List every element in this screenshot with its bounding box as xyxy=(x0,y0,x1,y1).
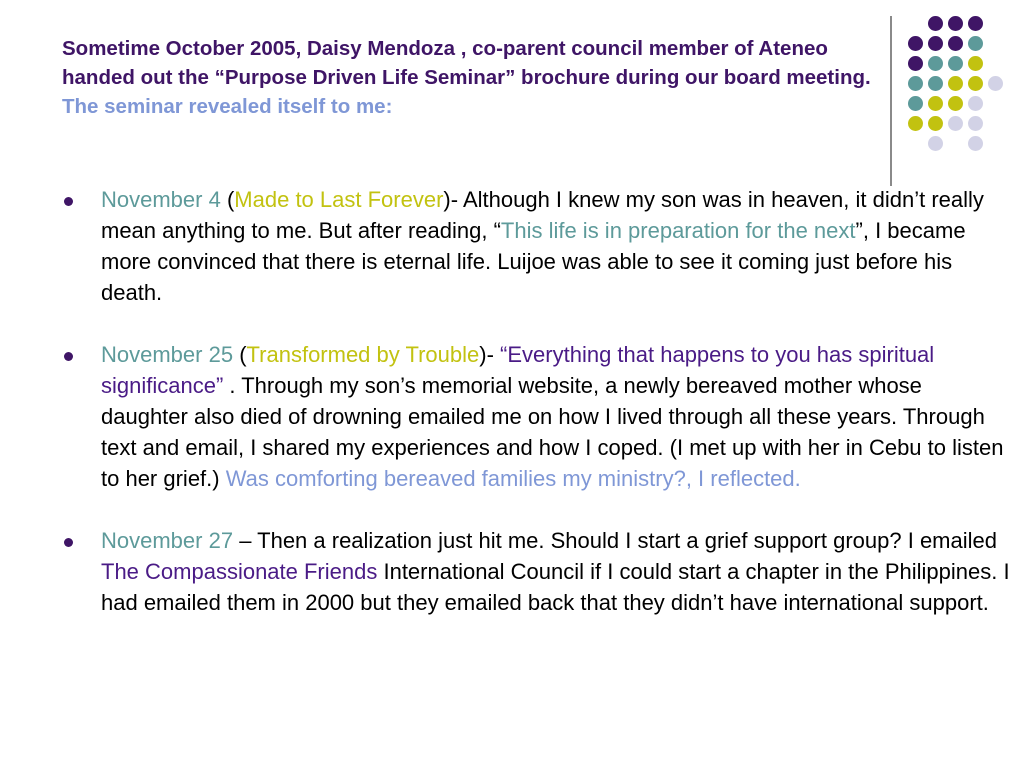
decorative-dot xyxy=(928,136,943,151)
bullet-text: )- xyxy=(479,342,501,367)
decorative-dot xyxy=(928,96,943,111)
decorative-dot xyxy=(968,76,983,91)
decorative-dot xyxy=(928,16,943,31)
bullet-text: – Then a realization just hit me. Should I start a grief support group? I emailed xyxy=(233,528,997,553)
bullet-topic: Made to Last Forever xyxy=(234,187,444,212)
bullet-quote: “Everything that happens to you has spiritual significance” xyxy=(101,342,935,398)
decorative-dot xyxy=(968,36,983,51)
decorative-dot xyxy=(968,136,983,151)
title-main-text: Sometime October 2005, Daisy Mendoza , co-parent council member of Ateneo handed out the “Purpose Driven Life Seminar” brochure during our board meeting. xyxy=(62,37,871,89)
decorative-dot xyxy=(988,76,1003,91)
decorative-dot xyxy=(908,76,923,91)
bullet-text: ”, I became more convinced that there is eternal life. Luijoe was able to see it coming just before his death. xyxy=(101,218,966,305)
decorative-dot xyxy=(948,76,963,91)
bullet-text: . Through my son’s memorial website, a newly bereaved mother whose daughter also died of drowning emailed me on how I lived through all these years. Through text and email, I shared my experiences and how I coped. (I met up with her in Cebu to listen to her grief.) xyxy=(101,373,1004,491)
decorative-dot xyxy=(908,116,923,131)
bullet-org: The Compassionate Friends xyxy=(101,559,378,584)
decorative-dot xyxy=(908,96,923,111)
divider-line xyxy=(890,16,892,186)
bullet-quote: This life is in preparation for the next xyxy=(500,218,856,243)
decorative-dot xyxy=(968,116,983,131)
decorative-dot xyxy=(928,56,943,71)
decorative-dot xyxy=(928,76,943,91)
decorative-dot xyxy=(968,16,983,31)
bullet-text: ( xyxy=(233,342,247,367)
bullet-dot-icon xyxy=(64,197,73,206)
slide-title xyxy=(62,34,890,121)
bullet-dot-icon xyxy=(64,352,73,361)
decorative-dot xyxy=(968,96,983,111)
bullet-text: )- Although I knew my son was in heaven, it didn’t really mean anything to me. But after reading, “ xyxy=(101,187,984,243)
decorative-dot xyxy=(948,116,963,131)
title-accent-text: The seminar revealed itself to me: xyxy=(62,95,393,118)
decorative-dot xyxy=(948,56,963,71)
decorative-dot xyxy=(968,56,983,71)
decorative-dot xyxy=(908,36,923,51)
decorative-dot xyxy=(928,116,943,131)
bullet-item-nov4 xyxy=(64,184,1010,308)
bullet-dot-icon xyxy=(64,538,73,547)
decorative-dot xyxy=(928,36,943,51)
bullet-list xyxy=(64,184,1010,618)
decorative-dot xyxy=(948,96,963,111)
bullet-date: November 25 xyxy=(101,342,234,367)
bullet-topic: Transformed by Trouble xyxy=(246,342,480,367)
bullet-text: ( xyxy=(220,187,235,212)
bullet-item-nov27 xyxy=(64,525,1010,618)
bullet-date: November 27 xyxy=(101,528,234,553)
bullet-date: November 4 xyxy=(101,187,221,212)
decorative-dot xyxy=(908,56,923,71)
decorative-dot xyxy=(948,16,963,31)
decorative-dot-grid xyxy=(900,12,1010,172)
bullet-item-nov25 xyxy=(64,339,1010,494)
bullet-text: International Council if I could start a chapter in the Philippines. I had emailed them in 2000 but they emailed back that they didn’t have international support. xyxy=(101,559,1010,615)
decorative-dot xyxy=(948,36,963,51)
bullet-reflection: Was comforting bereaved families my ministry?, I reflected. xyxy=(225,466,801,491)
